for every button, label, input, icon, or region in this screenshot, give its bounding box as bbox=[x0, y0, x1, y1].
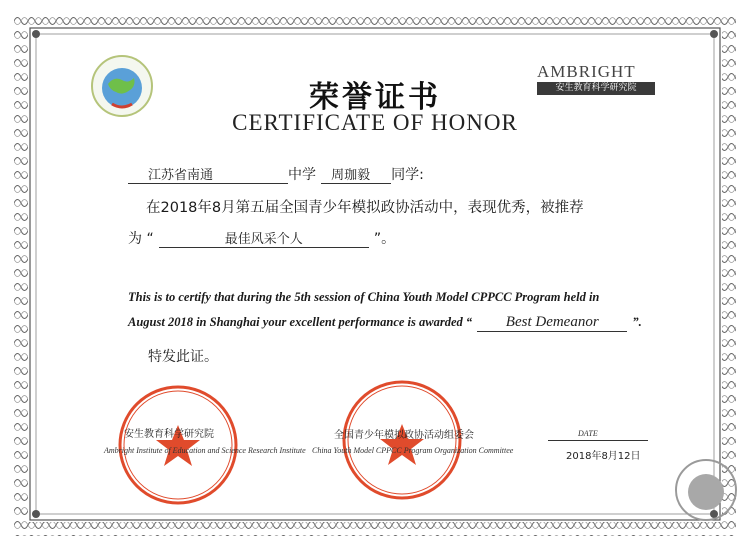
student-name-field: 周珈毅 bbox=[321, 164, 391, 184]
award-title-cn: 最佳风采个人 bbox=[159, 228, 369, 248]
title-cn: 荣誉证书 bbox=[309, 80, 441, 115]
committee-name-cn: 全国青少年模拟政协活动组委会 bbox=[334, 430, 474, 441]
recipient-line bbox=[128, 164, 424, 184]
award-suffix-en: ”. bbox=[632, 315, 642, 329]
body-text-cn-1: 在2018年8月第五届全国青少年模拟政协活动中，表现优秀，被推荐 bbox=[146, 200, 584, 216]
award-prefix: 为 “ bbox=[128, 231, 154, 247]
body-text-en-1: This is to certify that during the 5th session of China Youth Model CPPCC Program held in bbox=[128, 290, 600, 304]
date-underline bbox=[548, 440, 648, 441]
student-suffix: 同学: bbox=[391, 167, 424, 183]
award-line-cn bbox=[128, 228, 395, 248]
brand-logo-cn: 安生教育科学研究院 bbox=[537, 82, 655, 95]
date-value: 2018年8月12日 bbox=[566, 451, 641, 462]
closing-text: 特发此证。 bbox=[148, 349, 218, 365]
award-suffix: ”。 bbox=[373, 231, 396, 247]
award-title-en: Best Demeanor bbox=[477, 314, 627, 332]
award-line-en bbox=[128, 311, 642, 332]
school-field: 江苏省南通 bbox=[128, 164, 288, 184]
school-suffix: 中学 bbox=[288, 167, 316, 183]
institute-name-en: Ambright Institute of Education and Science Research Institute bbox=[104, 446, 306, 455]
date-label: DATE bbox=[578, 429, 598, 438]
committee-name-en: China Youth Model CPPCC Program Organization Committee bbox=[312, 446, 514, 455]
brand-logo-en: AMBRIGHT bbox=[537, 62, 636, 81]
institute-seal bbox=[120, 387, 236, 503]
title-en: CERTIFICATE OF HONOR bbox=[232, 110, 518, 135]
body-text-en-2: August 2018 in Shanghai your excellent performance is awarded “ bbox=[128, 315, 473, 329]
institute-name-cn: 安生教育科学研究院 bbox=[124, 429, 214, 440]
